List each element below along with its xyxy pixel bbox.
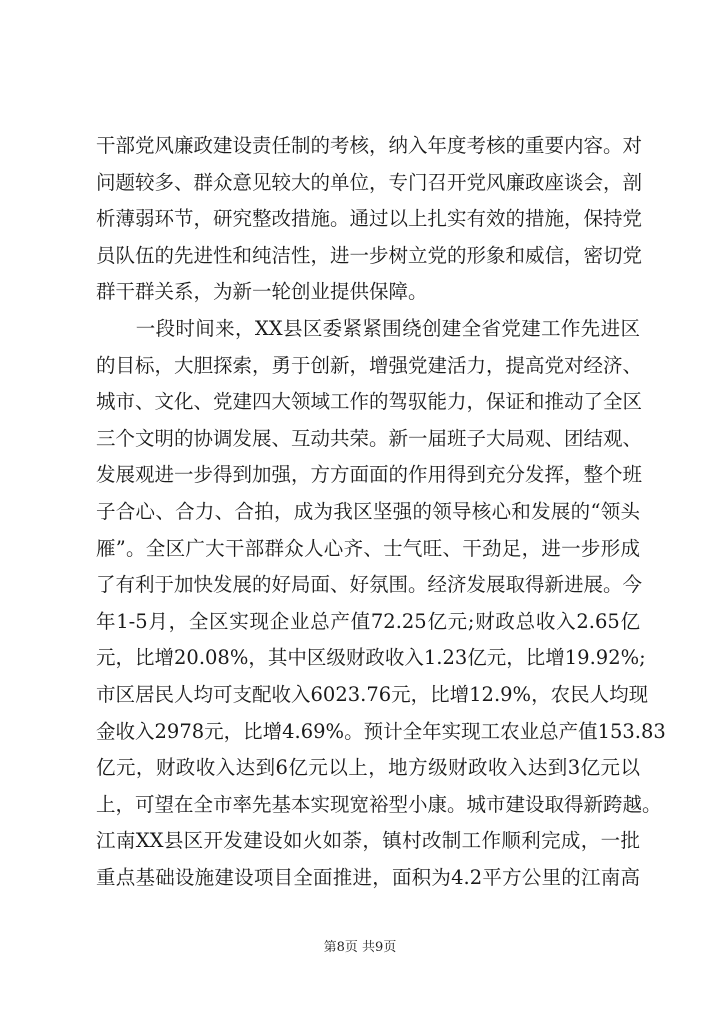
text-line: 三个文明的协调发展、互动共荣。新一届班子大局观、团结观、 [96, 426, 643, 450]
text-line: 析薄弱环节，研究整改措施。通过以上扎实有效的措施，保持党 [96, 207, 643, 231]
paragraph-end-line: 群干群关系，为新一轮创业提供保障。 [96, 280, 428, 304]
text-line: 上，可望在全市率先基本实现宽裕型小康。城市建设取得新跨越。 [96, 792, 662, 816]
text-line: 市区居民人均可支配收入6023.76元，比增12.9%，农民人均现 [96, 682, 649, 706]
text-line: 雁”。全区广大干部群众人心齐、士气旺、干劲足，进一步形成 [96, 536, 640, 560]
text-line: 员队伍的先进性和纯洁性，进一步树立党的形象和威信，密切党 [96, 243, 643, 267]
text-line: 年1-5月，全区实现企业总产值72.25亿元;财政总收入2.65亿 [96, 609, 640, 633]
text-line: 发展观进一步得到加强，方方面面的作用得到充分发挥，整个班 [96, 463, 643, 487]
text-line: 问题较多、群众意见较大的单位，专门召开党风廉政座谈会，剖 [96, 170, 643, 194]
text-line: 了有利于加快发展的好局面、好氛围。经济发展取得新进展。今 [96, 573, 643, 597]
text-line: 重点基础设施建设项目全面推进，面积为4.2平方公里的江南高 [96, 865, 640, 889]
text-line: 子合心、合力、合拍，成为我区坚强的领导核心和发展的“领头 [96, 499, 640, 523]
body-text [96, 128, 666, 896]
text-line: 干部党风廉政建设责任制的考核，纳入年度考核的重要内容。对 [96, 134, 643, 157]
paragraph-start-line: 一段时间来，XX县区委紧紧围绕创建全省党建工作先进区 [96, 316, 640, 340]
text-line: 元，比增20.08%，其中区级财政收入1.23亿元，比增19.92%; [96, 646, 646, 670]
text-line: 金收入2978元，比增4.69%。预计全年实现工农业总产值153.83 [96, 719, 666, 743]
page-number-footer: 第8页 共9页 [323, 940, 397, 955]
text-line: 城市、文化、党建四大领域工作的驾驭能力，保证和推动了全区 [96, 390, 643, 414]
text-line: 的目标，大胆探索，勇于创新，增强党建活力，提高党对经济、 [96, 353, 643, 377]
text-line: 江南XX县区开发建设如火如荼，镇村改制工作顺利完成，一批 [96, 829, 640, 853]
text-line: 亿元，财政收入达到6亿元以上，地方级财政收入达到3亿元以 [96, 756, 640, 780]
